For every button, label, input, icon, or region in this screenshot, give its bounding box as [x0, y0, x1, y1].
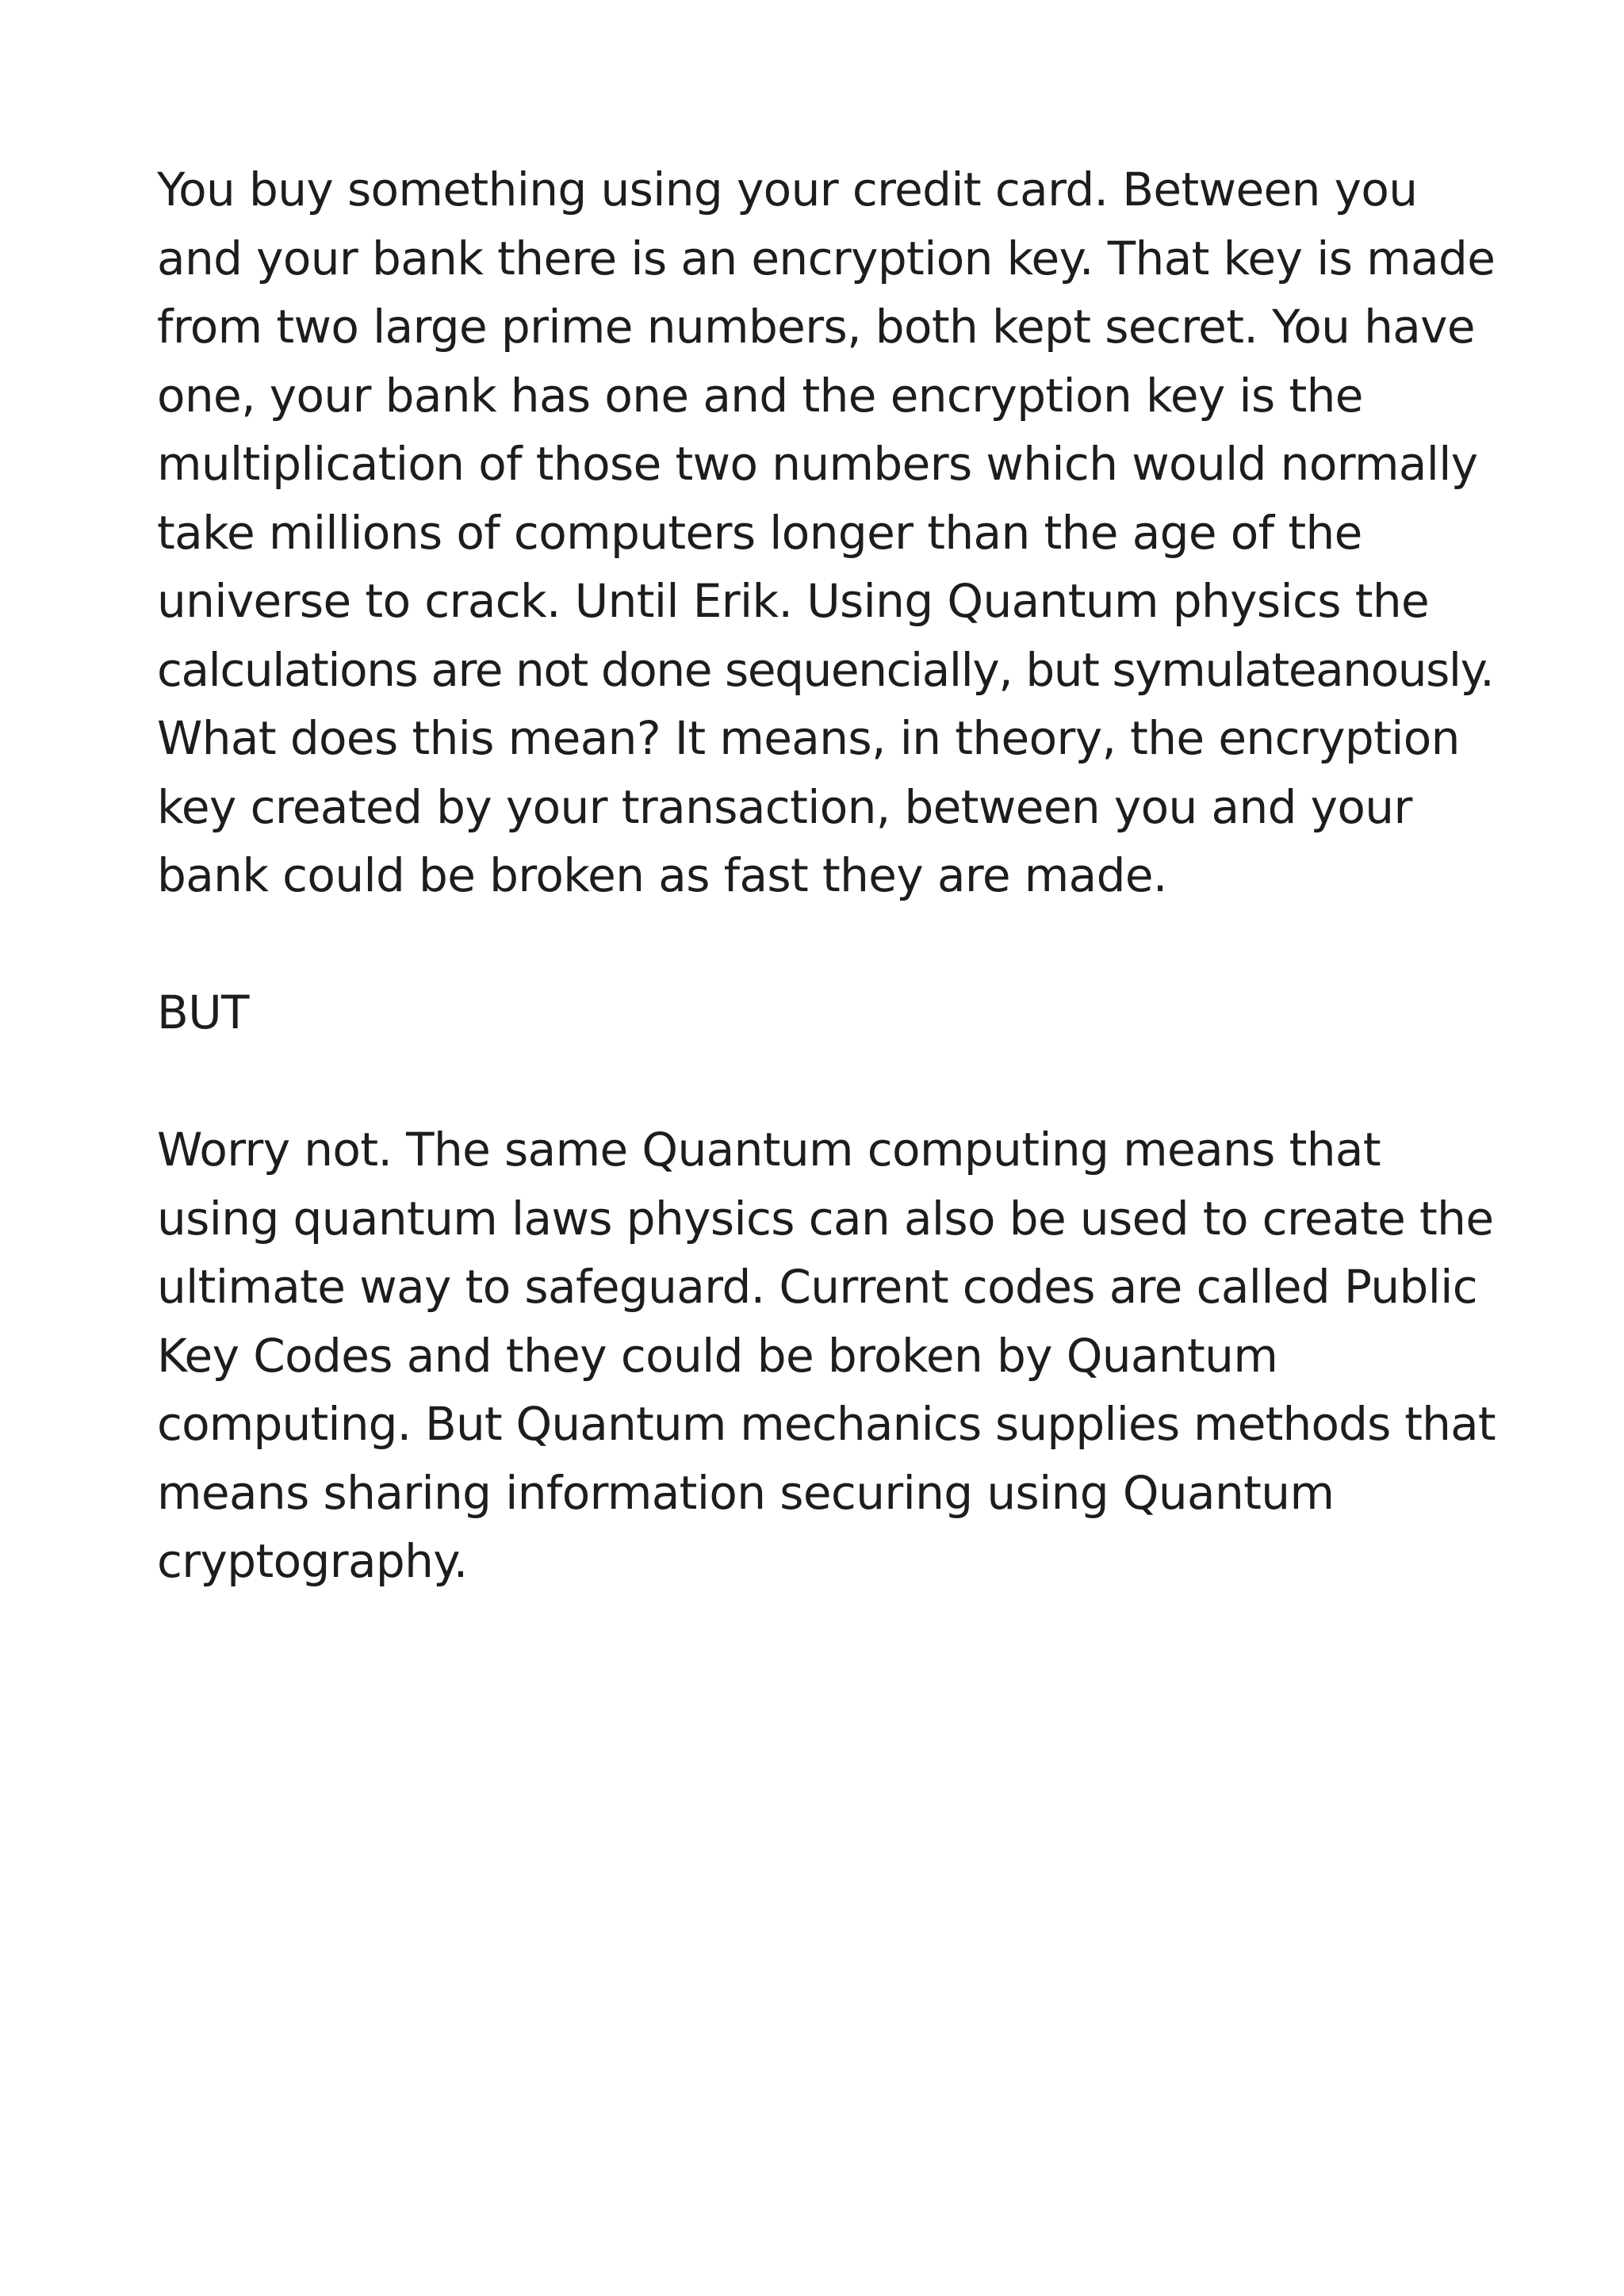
text-line: using quantum laws physics can also be used to create the — [157, 1191, 1494, 1246]
text-line: Key Codes and they could be broken by Quantum — [157, 1328, 1278, 1383]
text-line: BUT — [157, 985, 249, 1039]
text-line: cryptography. — [157, 1534, 468, 1588]
text-line: means sharing information securing using Quantum — [157, 1465, 1335, 1520]
text-line: and your bank there is an encryption key. That key is made — [157, 231, 1496, 285]
text-line: ultimate way to safeguard. Current codes are called Public — [157, 1260, 1478, 1314]
text-line: calculations are not done sequencially, but symulateanously. — [157, 642, 1494, 697]
text-line: from two large prime numbers, both kept secret. You have — [157, 300, 1475, 354]
text-line: What does this mean? It means, in theory, the encryption — [157, 711, 1460, 765]
text-line: Worry not. The same Quantum computing means that — [157, 1123, 1381, 1177]
text-line: universe to crack. Until Erik. Using Quantum physics the — [157, 574, 1430, 628]
paragraph-credit-card-encryption — [157, 155, 1497, 910]
text-line: bank could be broken as fast they are made. — [157, 848, 1167, 902]
text-line: You buy something using your credit card. Between you — [157, 163, 1418, 216]
paragraph-but — [157, 978, 1497, 1047]
text-line: computing. But Quantum mechanics supplies methods that — [157, 1397, 1496, 1451]
document-body — [157, 155, 1497, 1596]
paragraph-spacer — [157, 910, 1497, 979]
text-line: multiplication of those two numbers which would normally — [157, 437, 1478, 491]
paragraph-spacer — [157, 1047, 1497, 1116]
paragraph-quantum-cryptography — [157, 1115, 1497, 1596]
text-line: key created by your transaction, between you and your — [157, 779, 1412, 834]
text-line: one, your bank has one and the encryption key is the — [157, 368, 1363, 423]
text-line: take millions of computers longer than the age of the — [157, 505, 1362, 560]
